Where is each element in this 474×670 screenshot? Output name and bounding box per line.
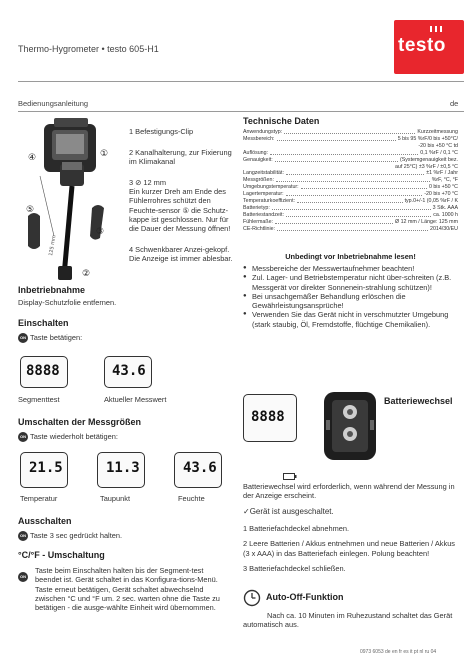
tech-value: auf 25°C) ±3 %rF / ±0,5 °C <box>394 163 458 170</box>
umschalten-step <box>18 432 118 442</box>
lcd-taupunkt <box>97 452 145 488</box>
size-label: 125 mm <box>48 234 58 257</box>
lcd-segmenttest <box>20 356 68 388</box>
tech-value: Kurzzeitmessung <box>417 129 458 135</box>
tech-table <box>243 129 458 233</box>
callout-2: ② <box>82 269 91 279</box>
einschalten-step <box>18 333 82 343</box>
tech-value: typ.0+/-1 (0,05 %rF / K <box>404 198 458 205</box>
manual-label: Bedienungsanleitung <box>18 99 89 108</box>
on-button-icon: ON <box>18 531 28 541</box>
callout-5: ⑤ <box>26 205 35 215</box>
autooff-title: Auto-Off-Funktion <box>266 592 344 602</box>
lcd-battery <box>243 394 297 442</box>
tech-row <box>243 212 458 219</box>
tech-row <box>243 226 458 233</box>
ausschalten-step <box>18 531 122 541</box>
caption-taupunkt: Taupunkt <box>100 494 130 503</box>
battery-step: 2 Leere Batterien / Akkus entnehmen und neue Batterien / Akkus (3 x AAA) in das Batteriefach einlegen. Polung beachten! <box>243 539 456 558</box>
document-number: 0973 6053 de en fr es it pt nl ru 04 <box>360 649 437 655</box>
callout-1: ① <box>100 149 109 159</box>
lcd-temperatur <box>20 452 68 488</box>
battery-ok: ✓Gerät ist ausgeschaltet. <box>243 507 334 516</box>
clock-icon <box>243 589 261 607</box>
tech-value: 5 bis 95 %rF/0 bis +50°C/ <box>397 135 458 142</box>
parts-list <box>129 118 237 273</box>
tech-value: ±1 %rF / Jahr <box>426 170 458 177</box>
device-figure <box>22 116 128 282</box>
inbetrieb-title: Inbetriebnahme <box>18 285 86 295</box>
battery-step: 3 Batteriefachdeckel schließen. <box>243 563 346 573</box>
tech-row <box>243 164 458 171</box>
lcd-aktuell-value: 43.6 <box>112 363 146 379</box>
callout-4: ④ <box>28 153 37 163</box>
tech-key: Messgrößen: <box>243 177 274 184</box>
testo-logo <box>394 20 464 74</box>
warning-title: Unbedingt vor Inbetriebnahme lesen! <box>285 252 416 261</box>
warning-item: ● Verwenden Sie das Gerät nicht in verschmutzter Umgebung (stark staubig, Öl, Fremdstoffe, flüchtige Chemikalien). <box>252 310 458 329</box>
tech-key: Anwendungstyp: <box>243 129 283 135</box>
tech-row <box>243 150 458 157</box>
battery-step: 1 Batteriefachdeckel abnehmen. <box>243 524 350 533</box>
lcd-segment-value: 8888 <box>26 363 60 379</box>
caption-aktuell: Aktueller Messwert <box>104 395 167 404</box>
battery-text: Batteriewechsel wird erforderlich, wenn während der Messung in der Anzeige erscheint. <box>243 482 455 501</box>
tech-row <box>243 184 458 191</box>
tech-value: Ø 12 mm / Länge: 125 mm <box>394 218 458 225</box>
battery-title: Batteriewechsel <box>384 396 453 406</box>
tech-value: 2014/30/EU <box>430 225 458 232</box>
warning-list <box>243 264 458 329</box>
tech-title: Technische Daten <box>243 116 320 126</box>
on-button-icon: ON <box>18 572 28 582</box>
tech-value: 0 bis +50 °C <box>428 184 458 191</box>
battery-low-icon <box>283 473 297 480</box>
lcd-battery-value: 8888 <box>251 409 285 425</box>
lcd-taupunkt-value: 11.3 <box>106 460 140 476</box>
tech-key: CE-Richtlinie: <box>243 225 276 232</box>
tech-value: -20 bis +70 °C <box>424 191 458 198</box>
document-title: Thermo-Hygrometer • testo 605-H1 <box>18 44 159 54</box>
umschalten-title: Umschalten der Messgrößen <box>18 417 142 427</box>
tech-key: Fühlermaße: <box>243 218 274 225</box>
cf-button-icon <box>18 568 30 586</box>
caption-segmenttest: Segmenttest <box>18 395 60 404</box>
language-code: de <box>450 99 459 108</box>
tech-row <box>243 219 458 226</box>
tech-row <box>243 177 458 184</box>
tech-key: Batterietyp: <box>243 204 270 211</box>
lcd-aktuell <box>104 356 152 388</box>
tech-key: Messbereich: <box>243 135 275 142</box>
ausschalten-title: Ausschalten <box>18 516 72 526</box>
tech-row <box>243 198 458 205</box>
cf-text: Taste beim Einschalten halten bis der Segment-test beendet ist. Gerät schaltet in das Konfigura-tions-Menü. Taste erneut betätigen, Gerät schaltet abwechselnd zwischen °C und °F um. 2 sec. warten ohne die Taste zu betätigen - die ausge-wählte Einheit wird übernommen. <box>35 566 220 613</box>
battery-compartment-figure <box>322 390 378 462</box>
tech-row <box>243 136 458 143</box>
cf-title: °C/°F - Umschaltung <box>18 550 105 560</box>
tech-row <box>243 205 458 212</box>
tech-key: Auflösung: <box>243 149 269 156</box>
autooff-text: Nach ca. 10 Minuten im Ruhezustand schaltet das Gerät automatisch aus. <box>243 611 453 630</box>
umschalten-step-text: Taste wiederholt betätigen: <box>30 432 118 441</box>
part-1: 1 Befestigungs-Clip <box>129 127 194 137</box>
tech-key: Langzeitstabilität: <box>243 170 284 177</box>
tech-value: %rF, °C, °F <box>431 177 458 184</box>
battery-steps <box>243 524 461 573</box>
logo-text: testo <box>398 35 446 56</box>
on-button-icon: ON <box>18 333 28 343</box>
tech-key: Batteriestandzeit: <box>243 211 284 218</box>
tech-row <box>243 170 458 177</box>
einschalten-step-text: Taste betätigen: <box>30 333 83 342</box>
caption-feuchte: Feuchte <box>178 494 205 503</box>
lcd-temp-value: 21.5 <box>29 460 63 476</box>
on-button-icon: ON <box>18 432 28 442</box>
einschalten-title: Einschalten <box>18 318 69 328</box>
callout-3: ③ <box>96 227 105 237</box>
lcd-feuchte <box>174 452 222 488</box>
tech-key: Lagertemperatur: <box>243 191 284 198</box>
tech-value: ca. 1000 h <box>433 211 458 218</box>
subheader-divider <box>18 111 464 112</box>
ausschalten-step-text: Taste 3 sec gedrückt halten. <box>30 531 123 540</box>
tech-key: Temperaturkoeffizient: <box>243 198 296 205</box>
tech-row <box>243 157 458 164</box>
warning-item: ● Bei unsachgemäßer Behandlung erlöschen die Gewährleistungsansprüche! <box>252 292 458 311</box>
warning-item: ● Zul. Lager- und Betriebstemperatur nicht über-schreiten (z.B. Messgerät vor direkter Sonnenein-strahlung schützen)! <box>252 273 458 292</box>
part-3: 3 ⊘ 12 mm Ein kurzer Dreh am Ende des Fühlerrohres schützt den Feuchte-sensor ⑤ die Schutz-kappe ist geschlossen. Nur für die Dauer der Messung öffnen! <box>129 177 231 234</box>
tech-row <box>243 143 458 150</box>
lcd-feuchte-value: 43.6 <box>183 460 217 476</box>
tech-value: (Systemgenauigkeit bez. <box>399 156 458 163</box>
tech-row <box>243 129 458 136</box>
caption-temperatur: Temperatur <box>20 494 58 503</box>
tech-value: 3 Stk. AAA <box>432 204 458 211</box>
part-2: 2 Kanalhalterung, zur Fixierung im Klimakanal <box>129 147 232 167</box>
warning-item: ● Messbereiche der Messwertaufnehmer beachten! <box>252 264 458 273</box>
tech-value: -20 bis +50 °C td <box>418 142 458 149</box>
tech-row <box>243 191 458 198</box>
tech-key: Umgebungstemperatur: <box>243 184 299 191</box>
part-4: 4 Schwenkbarer Anzei-gekopf. Die Anzeige ist immer ablesbar. <box>129 244 233 264</box>
tech-key: Genauigkeit: <box>243 156 273 163</box>
tech-value: 0,1 %rF / 0,1 °C <box>420 149 458 156</box>
inbetrieb-text: Display-Schutzfolie entfernen. <box>18 298 117 307</box>
header-divider <box>18 81 464 82</box>
